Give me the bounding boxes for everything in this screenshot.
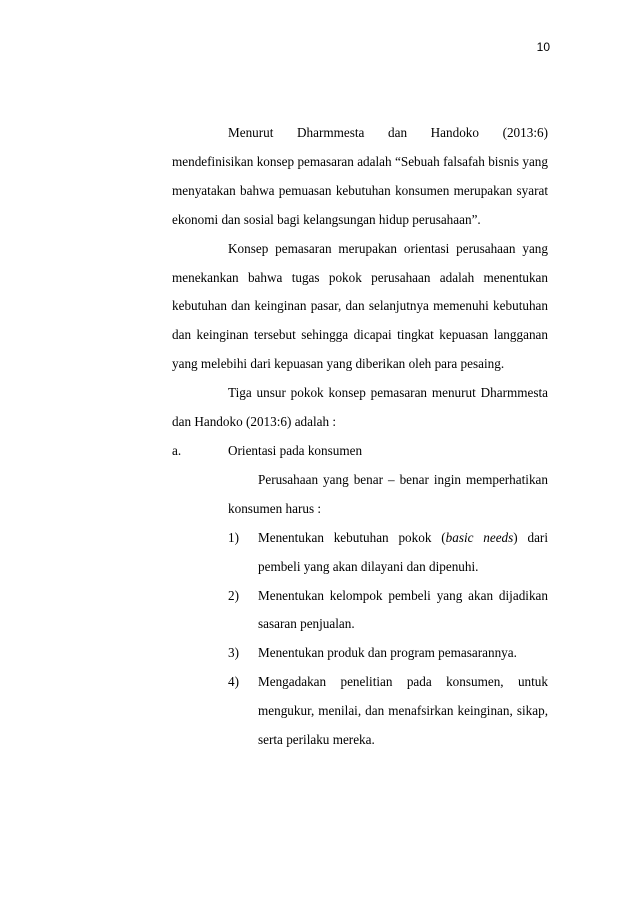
numbered-item-2 — [228, 582, 548, 640]
document-body — [172, 119, 548, 755]
paragraph-three-elements: Tiga unsur pokok konsep pemasaran menurut Dharmmesta dan Handoko (2013:6) adalah : — [172, 385, 548, 430]
sub-paragraph-intro: Perusahaan yang benar – benar ingin memperhatikan konsumen harus : — [228, 471, 548, 516]
paragraph-definition: Menurut Dharmmesta dan Handoko (2013:6) mendefinisikan konsep pemasaran adalah “Sebuah falsafah bisnis yang menyatakan bahwa pemuasan kebutuhan konsumen merupakan syarat ekonomi dan sosial bagi kelangsungan hidup perusahaan”. — [172, 125, 548, 227]
numbered-text-1-before: Menentukan kebutuhan pokok ( — [258, 529, 446, 545]
numbered-item-4 — [228, 668, 548, 755]
numbered-list — [228, 524, 548, 755]
numbered-item-3 — [228, 639, 548, 668]
numbered-text-2: Menentukan kelompok pembeli yang akan dijadikan sasaran penjualan. — [258, 587, 548, 632]
numbered-text-4: Mengadakan penelitian pada konsumen, untuk mengukur, menilai, dan menafsirkan keinginan, sikap, serta perilaku mereka. — [258, 674, 548, 748]
numbered-marker-1: 1) — [228, 529, 239, 545]
numbered-marker-4: 4) — [228, 674, 239, 690]
paragraph-concept: Konsep pemasaran merupakan orientasi perusahaan yang menekankan bahwa tugas pokok perusahaan adalah menentukan kebutuhan dan keinginan pasar, dan selanjutnya memenuhi kebutuhan dan keinginan tersebut sehingga dicapai tingkat kepuasan langganan yang melebihi dari kepuasan yang diberikan oleh para pesaing. — [172, 240, 548, 372]
page-number: 10 — [536, 40, 550, 54]
numbered-text-1-after: ) dari pembeli yang akan dilayani dan dipenuhi. — [258, 529, 548, 574]
numbered-marker-2: 2) — [228, 587, 239, 603]
list-label-a: Orientasi pada konsumen — [228, 442, 363, 458]
numbered-text-1 — [258, 524, 548, 582]
numbered-item-1 — [228, 524, 548, 582]
list-item-a — [172, 437, 548, 466]
list-marker-a: a. — [172, 442, 182, 458]
numbered-marker-3: 3) — [228, 645, 239, 661]
numbered-text-3: Menentukan produk dan program pemasarannya. — [258, 645, 517, 661]
numbered-text-1-italic: basic needs — [445, 529, 514, 545]
